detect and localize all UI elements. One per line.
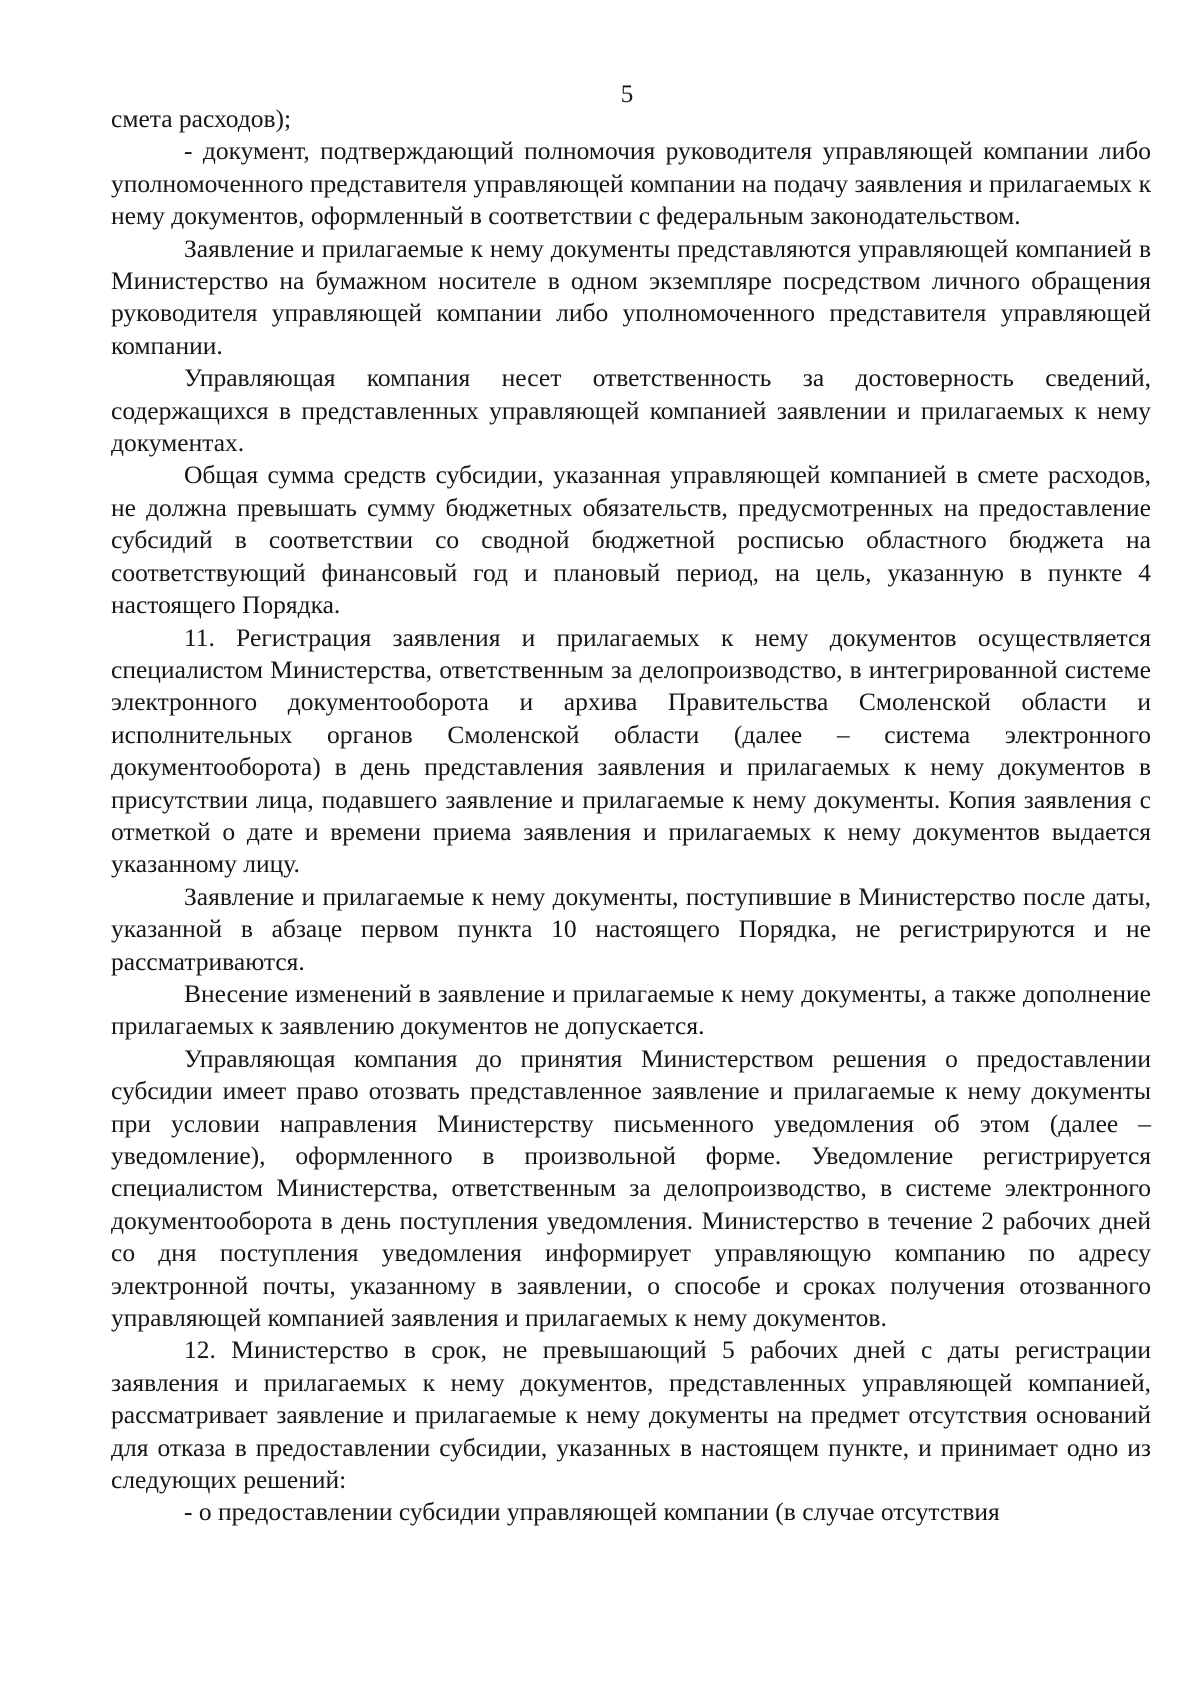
paragraph-no-changes: Внесение изменений в заявление и прилагаемые к нему документы, а также дополнение прилагаемых к заявлению документов не допускается.	[111, 978, 1151, 1041]
paragraph-subsidy-amount: Общая сумма средств субсидии, указанная управляющей компанией в смете расходов, не должна превышать сумму бюджетных обязательств, предусмотренных на предоставление субсидий в соответствии со сводной бюджетной росписью областного бюджета на соответствующий финансовый год и плановый период, на цель, указанную в пункте 4 настоящего Порядка.	[111, 460, 1151, 620]
paragraph-item-12-review: 12. Министерство в срок, не превышающий 5 рабочих дней с даты регистрации заявления и прилагаемых к нему документов, представленных управляющей компанией, рассматривает заявление и прилагаемые к нему документы на предмет отсутствия оснований для отказа в предоставлении субсидии, указанных в настоящем пункте, и принимает одно из следующих решений:	[111, 1335, 1151, 1495]
paragraph-continuation: смета расходов);	[111, 104, 292, 133]
paragraph-decision-grant: - о предоставлении субсидии управляющей компании (в случае отсутствия	[184, 1497, 1000, 1527]
document-body	[111, 103, 1151, 1529]
paragraph-responsibility: Управляющая компания несет ответственность за достоверность сведений, содержащихся в представленных управляющей компанией заявлении и прилагаемых к нему документах.	[111, 363, 1151, 458]
paragraph-withdrawal: Управляющая компания до принятия Министерством решения о предоставлении субсидии имеет право отозвать представленное заявление и прилагаемые к нему документы при условии направления Министерству письменного уведомления об этом (далее – уведомление), оформленного в произвольной форме. Уведомление регистрируется специалистом Министерства, ответственным за делопроизводство, в системе электронного документооборота в день поступления уведомления. Министерство в течение 2 рабочих дней со дня поступления уведомления информирует управляющую компанию по адресу электронной почты, указанному в заявлении, о способе и сроках получения отозванного управляющей компанией заявления и прилагаемых к нему документов.	[111, 1043, 1151, 1333]
paragraph-submission: Заявление и прилагаемые к нему документы представляются управляющей компанией в Министерство на бумажном носителе в одном экземпляре посредством личного обращения руководителя управляющей компании либо уполномоченного представителя управляющей компании.	[111, 233, 1151, 360]
page-number: 5	[620, 81, 634, 108]
paragraph-late-applications: Заявление и прилагаемые к нему документы, поступившие в Министерство после даты, указанной в абзаце первом пункта 10 настоящего Порядка, не регистрируются и не рассматриваются.	[111, 881, 1151, 976]
paragraph-item-11-registration: 11. Регистрация заявления и прилагаемых к нему документов осуществляется специалистом Министерства, ответственным за делопроизводство, в интегрированной системе электронного документооборота и архива Правительства Смоленской области и исполнительных органов Смоленской области (далее – система электронного документооборота) в день представления заявления и прилагаемых к нему документов в присутствии лица, подавшего заявление и прилагаемые к нему документы. Копия заявления с отметкой о дате и времени приема заявления и прилагаемых к нему документов выдается указанному лицу.	[111, 622, 1151, 879]
paragraph-authority-document: - документ, подтверждающий полномочия руководителя управляющей компании либо уполномоченного представителя управляющей компании на подачу заявления и прилагаемых к нему документов, оформленный в соответствии с федеральным законодательством.	[111, 136, 1151, 231]
